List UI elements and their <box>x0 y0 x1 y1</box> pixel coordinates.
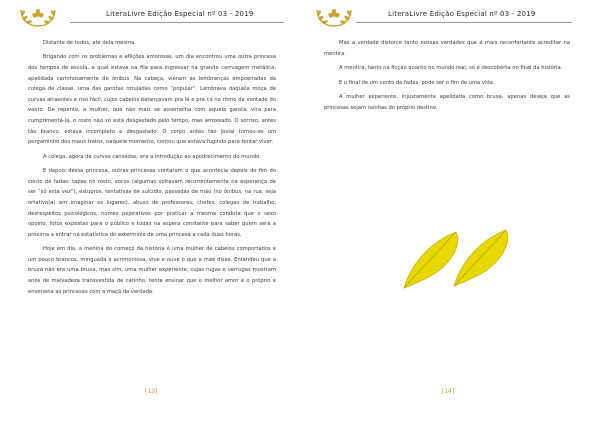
paragraph: A mulher experiente, injustamente apelidada como bruxa, apenas deseja que as princesas sejam rainhas do próprio destino. <box>324 94 570 111</box>
page-number: [13] <box>145 388 158 395</box>
paragraph: A mentira, tanto na ficção quanto no mundo real, só é descoberta no final da história. <box>339 65 563 72</box>
paragraph: A colega, agora de curvas cansadas, era a introdução ao apodrecimento do mundo. <box>43 153 261 160</box>
running-header: LiteraLivre Edição Especial nº 03 - 2019 <box>388 10 536 18</box>
page-number: [14] <box>442 388 455 395</box>
paragraph: Hoje em dia, a menina do começo da história é uma mulher de cabelos comportados e um pouco brancos, minguada e acrimoniosa, vive e ouve o que a mãe disse. Entendeu que a bruxa não era uma bruxa, mas sim, uma mulher experiente, cujas rugas e verrugas mostram anos de malvadeza transvestida de carinho, tenta ensinar que o melhor amor é o próprio e envenena as princesas com a maçã da verdade. <box>28 246 276 295</box>
running-header: LiteraLivre Edição Especial nº 03 - 2019 <box>106 10 254 18</box>
paragraph: Distante de todos, até dela mesma. <box>43 40 136 46</box>
header-rule <box>70 22 284 23</box>
laurel-logo-icon <box>312 4 356 30</box>
right-page <box>300 0 600 424</box>
paragraph: E depois dessa princesa, outras princesas contaram o que acontecia depois do fim do conto de fadas: tapas no rosto, socos (algumas voltavam recorrentemente na esperança de ser “só esta vez”), estupros, tentativas de suicídio, passadas de mão (no ônibus, na rua, seja ortativo(a) em imaginar os lugares), abuso de professores, chefes, colegas de trabalho, desrespeitos psicológicos, nomes pejorativos por praticar a mesma conduta que o sexo oposto, fotos expostas para o público e todas na espera constante para saber quem será a próxima a entrar na estatística do extermínio de uma princesa a cada duas horas. <box>28 168 276 238</box>
page-body <box>324 38 570 117</box>
header-rule <box>356 22 572 23</box>
laurel-logo-icon <box>16 4 60 30</box>
page-body <box>28 38 276 301</box>
paragraph: Brigando com os problemas e aflições amorosas, um dia encontrou uma outra princesa dos tempos de escola, a qual estava na fila para ingressar na grande carruagem metálica, apelidada carinhosamente de ônibus. Na cabeça, vieram as lembranças empoeiradas da colega de classe, uma das garotas rotuladas como “popular”. Lembrava daquela moça de curvas atraentes e riso fácil, cujos cabelos balançavam pra lá e pra cá no ritmo da vontade do vento. De repente, a mulher, que não mais se assemelha com aquela garota, vira para cumprimentá-la, o rosto não só está desgastado pelo tempo, mas arroxeado. O sorriso, antes tão branco, estava incompleto e desgastado. O corpo antes tão jovial tornou-se um pergaminho dos maus tratos, naquele momento, contou que estava fugindo para tentar viver. <box>28 54 276 146</box>
paragraph: Mas a verdade distorce tanto nossas verdades que é mais reconfortante acreditar na mentira. <box>324 40 570 57</box>
feather-icon <box>450 226 516 288</box>
paragraph: E o final de um conto de fadas, pode ser o fim de uma vida. <box>339 79 495 86</box>
